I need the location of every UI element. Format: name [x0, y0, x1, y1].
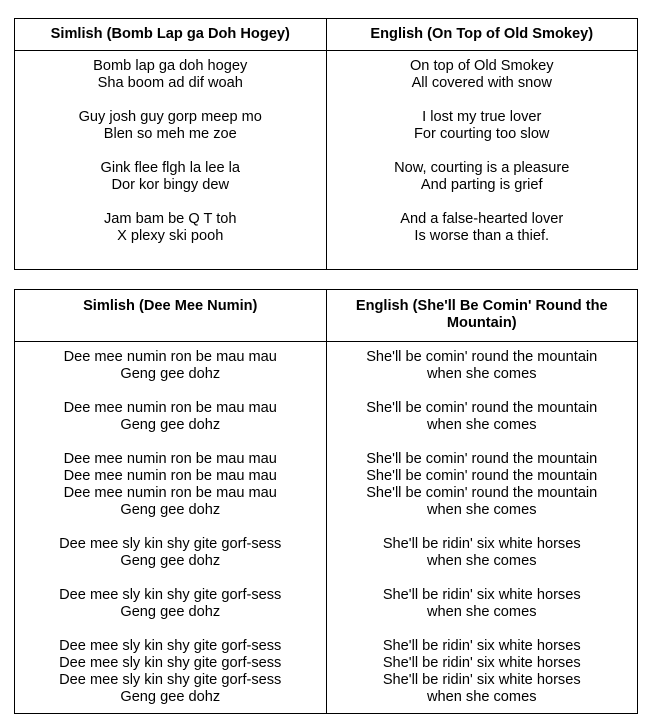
lyric-line: She'll be comin' round the mountain: [366, 485, 598, 501]
lyric-line: Geng gee dohz: [120, 604, 221, 620]
lyric-line: Dee mee numin ron be mau mau: [63, 468, 277, 484]
lyric-line: Dee mee sly kin shy gite gorf-sess: [59, 587, 282, 603]
lyric-line: Dee mee numin ron be mau mau: [63, 400, 277, 416]
lyric-stanza: [333, 400, 632, 434]
table-row: [15, 51, 638, 270]
lyric-stanza: [333, 211, 632, 245]
lyric-line: She'll be ridin' six white horses: [382, 638, 581, 654]
lyric-line: On top of Old Smokey: [409, 58, 554, 74]
lyric-line: when she comes: [426, 689, 537, 705]
lyric-line: She'll be ridin' six white horses: [382, 672, 581, 688]
lyric-stanza: [21, 349, 320, 383]
lyric-line: Jam bam be Q T toh: [104, 211, 237, 227]
lyric-line: Dee mee sly kin shy gite gorf-sess: [59, 655, 282, 671]
lyric-line: Geng gee dohz: [120, 366, 221, 382]
lyric-line: Bomb lap ga doh hogey: [93, 58, 248, 74]
lyric-line: Dee mee numin ron be mau mau: [63, 451, 277, 467]
lyric-line: She'll be comin' round the mountain: [366, 400, 598, 416]
lyric-line: X plexy ski pooh: [117, 228, 224, 244]
lyric-line: Geng gee dohz: [120, 553, 221, 569]
lyric-line: And a false-hearted lover: [400, 211, 564, 227]
table-row: [15, 342, 638, 714]
lyric-line: Dee mee numin ron be mau mau: [63, 485, 277, 501]
lyric-stanza: [21, 536, 320, 570]
english-lyrics-cell: [326, 342, 638, 714]
lyric-stanza: [333, 58, 632, 92]
lyric-line: For courting too slow: [414, 126, 550, 142]
lyric-stanza: [333, 109, 632, 143]
lyric-line: Guy josh guy gorp meep mo: [78, 109, 262, 125]
lyric-line: She'll be comin' round the mountain: [366, 451, 598, 467]
lyric-stanza: [333, 349, 632, 383]
simlish-lyrics-cell: [15, 51, 327, 270]
lyric-stanza: [21, 109, 320, 143]
lyric-stanza: [333, 587, 632, 621]
lyric-line: when she comes: [426, 502, 537, 518]
lyric-line: Is worse than a thief.: [414, 228, 550, 244]
lyrics-table-mountain: [14, 289, 638, 714]
lyric-line: when she comes: [426, 604, 537, 620]
lyric-line: Dee mee sly kin shy gite gorf-sess: [59, 672, 282, 688]
column-header-english: English (She'll Be Comin' Round the Mountain): [326, 290, 638, 342]
table-header-row: [15, 290, 638, 342]
lyric-stanza: [21, 400, 320, 434]
lyric-line: Geng gee dohz: [120, 502, 221, 518]
lyric-line: She'll be ridin' six white horses: [382, 587, 581, 603]
lyric-stanza: [21, 160, 320, 194]
lyric-stanza: [333, 536, 632, 570]
lyric-stanza: [333, 160, 632, 194]
lyric-line: Gink flee flgh la lee la: [100, 160, 241, 176]
lyric-stanza: [333, 638, 632, 706]
lyric-line: All covered with snow: [411, 75, 552, 91]
lyric-stanza: [21, 587, 320, 621]
lyric-line: Geng gee dohz: [120, 417, 221, 433]
lyric-stanza: [21, 638, 320, 706]
lyric-line: She'll be ridin' six white horses: [382, 655, 581, 671]
lyric-line: when she comes: [426, 366, 537, 382]
lyric-stanza: [333, 451, 632, 519]
lyric-line: I lost my true lover: [422, 109, 542, 125]
lyric-line: when she comes: [426, 417, 537, 433]
column-header-simlish: Simlish (Dee Mee Numin): [15, 290, 327, 342]
lyric-line: when she comes: [426, 553, 537, 569]
lyric-stanza: [21, 58, 320, 92]
lyrics-table-smokey: [14, 18, 638, 270]
lyric-line: Sha boom ad dif woah: [97, 75, 243, 91]
lyric-stanza: [21, 451, 320, 519]
lyric-line: Now, courting is a pleasure: [394, 160, 570, 176]
column-header-simlish: Simlish (Bomb Lap ga Doh Hogey): [15, 19, 327, 51]
column-header-english: English (On Top of Old Smokey): [326, 19, 638, 51]
lyric-line: She'll be comin' round the mountain: [366, 468, 598, 484]
english-lyrics-cell: [326, 51, 638, 270]
lyric-line: Dee mee numin ron be mau mau: [63, 349, 277, 365]
lyric-line: She'll be comin' round the mountain: [366, 349, 598, 365]
lyric-line: Dee mee sly kin shy gite gorf-sess: [59, 536, 282, 552]
lyric-line: Dee mee sly kin shy gite gorf-sess: [59, 638, 282, 654]
lyric-line: And parting is grief: [420, 177, 543, 193]
lyric-line: Blen so meh me zoe: [103, 126, 237, 142]
table-header-row: [15, 19, 638, 51]
lyric-stanza: [21, 211, 320, 245]
simlish-lyrics-cell: [15, 342, 327, 714]
lyric-line: Dor kor bingy dew: [111, 177, 230, 193]
lyric-line: Geng gee dohz: [120, 689, 221, 705]
lyric-line: She'll be ridin' six white horses: [382, 536, 581, 552]
